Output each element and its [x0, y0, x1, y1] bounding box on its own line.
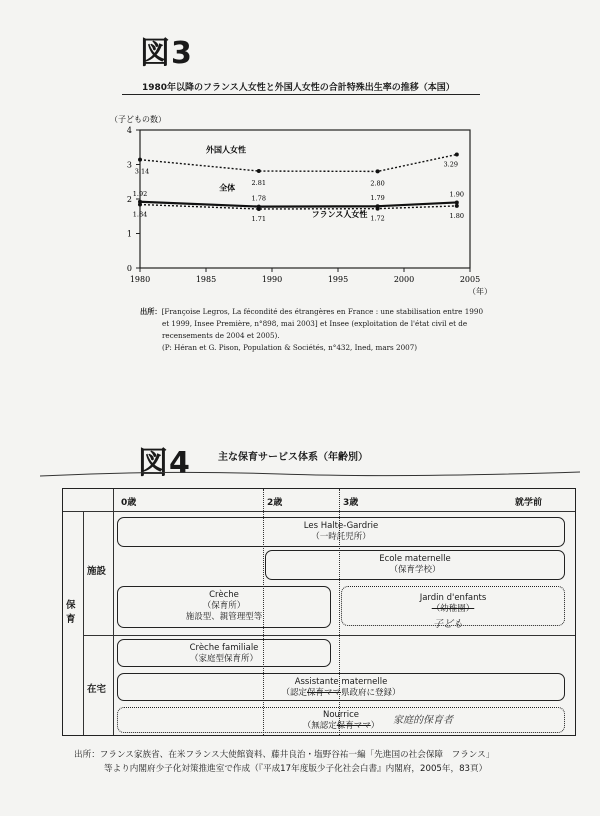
figure-3-title: 1980年以降のフランス人女性と外国人女性の合計特殊出生率の推移（本国）: [142, 83, 455, 93]
footnote-line-2: 等より内閣府少子化対策推進室で作成（『平成17年度版少子化社会白書』内閣府，2005年，83頁）: [104, 764, 488, 774]
data-label: 3.14: [134, 167, 150, 176]
figure-4-subtitle: 主な保育サービス体系（年齢別）: [218, 452, 368, 463]
data-label: 2.81: [251, 179, 267, 188]
y-tick-label: 3: [126, 160, 132, 170]
data-label: 1.80: [449, 211, 465, 220]
row-label-facility: 施設: [87, 566, 107, 577]
box-jardin-denfants: Jardin d'enfants （幼稚園）: [341, 586, 565, 626]
data-point: [376, 207, 380, 211]
box-ecole-maternelle: Ecole maternelle （保育学校）: [265, 550, 565, 580]
x-tick-label: 2000: [393, 275, 415, 284]
series-name-label: フランス人女性: [311, 208, 368, 219]
data-label: 1.90: [449, 190, 465, 199]
data-point: [455, 200, 459, 204]
figure-3-heading: 図3: [140, 36, 193, 71]
data-point: [455, 204, 459, 208]
handwritten-note-children: 子ども: [433, 619, 463, 630]
data-label: 1.79: [370, 194, 385, 203]
source-line-4: (P: Héran et G. Pison, Population & Sociétés, n°432, Ined, mars 2007): [162, 343, 418, 352]
age-2: 2歳: [267, 498, 283, 508]
data-point: [257, 169, 261, 173]
data-label: 2.80: [370, 179, 385, 188]
source-line-3: recensements de 2004 et 2005).: [162, 331, 280, 340]
figure-4-footnote: [74, 748, 594, 776]
childcare-diagram: [62, 488, 576, 736]
data-label: 1.78: [251, 194, 267, 203]
y-tick-label: 1: [126, 229, 132, 239]
row-label-childcare: 保育: [66, 600, 76, 625]
wavy-rule: [40, 466, 580, 482]
handwritten-note-home-carer: 家庭的保育者: [393, 715, 453, 726]
data-point: [138, 158, 142, 162]
data-label: 1.71: [251, 215, 267, 224]
x-tick-label: 2005: [459, 275, 481, 284]
y-tick-label: 0: [126, 264, 132, 273]
footnote-line-1: 出所：フランス家族省、在米フランス大使館資料、藤井良治・塩野谷祐一編「先進国の社会保障 フランス」: [74, 750, 495, 760]
x-tick-label: 1995: [327, 275, 349, 284]
data-point: [376, 169, 380, 173]
box-creche: Crèche （保育所） 施設型、親管理型等: [117, 586, 331, 628]
series-line-1: [140, 202, 457, 207]
data-label: 1.84: [132, 210, 148, 219]
figure-4-heading: 図4: [138, 446, 191, 481]
data-point: [138, 203, 142, 207]
x-tick-label: 1985: [195, 275, 217, 284]
data-label: 3.29: [443, 160, 459, 169]
age-0: 0歳: [121, 498, 137, 508]
source-label: 出所：: [140, 307, 162, 316]
age-3: 3歳: [343, 498, 359, 508]
y-tick-label: 2: [126, 195, 132, 204]
x-tick-label: 1990: [261, 275, 283, 284]
data-label: 1.72: [370, 214, 385, 223]
data-label: 1.92: [132, 189, 148, 198]
series-line-0: [140, 154, 457, 171]
title-rule: [122, 94, 480, 95]
age-preschool: 就学前: [515, 498, 543, 508]
series-name-label: 外国人女性: [206, 144, 246, 155]
box-halte-garderie: Les Halte-Gardrie （一時託児所）: [117, 517, 565, 547]
row-label-home: 在宅: [87, 684, 107, 695]
data-point: [455, 152, 459, 156]
y-tick-label: 4: [126, 126, 132, 135]
plot-frame: [140, 130, 470, 268]
source-line-1: [Françoise Legros, La fécondité des étrangères en France : une stabilisation entre 1990: [161, 307, 484, 316]
figure-3-source: [140, 306, 500, 354]
y-axis-label: （子どもの数）: [110, 115, 166, 124]
box-assistante-maternelle: Assistante maternelle （認定保育ママ県政府に登録）: [117, 673, 565, 701]
x-tick-label: 1980: [129, 275, 151, 284]
box-nourrice: Nourrice （無認定保育ママ）: [117, 707, 565, 733]
data-point: [257, 207, 261, 211]
x-axis-label: （年）: [468, 287, 492, 296]
source-line-2: et 1999, Insee Première, n°898, mai 2003] et Insee (exploitation de l'état civil et de: [162, 319, 468, 328]
fertility-line-chart: [105, 108, 505, 303]
box-creche-familiale: Crèche familiale （家庭型保育所）: [117, 639, 331, 667]
series-name-label: 全体: [219, 182, 236, 193]
